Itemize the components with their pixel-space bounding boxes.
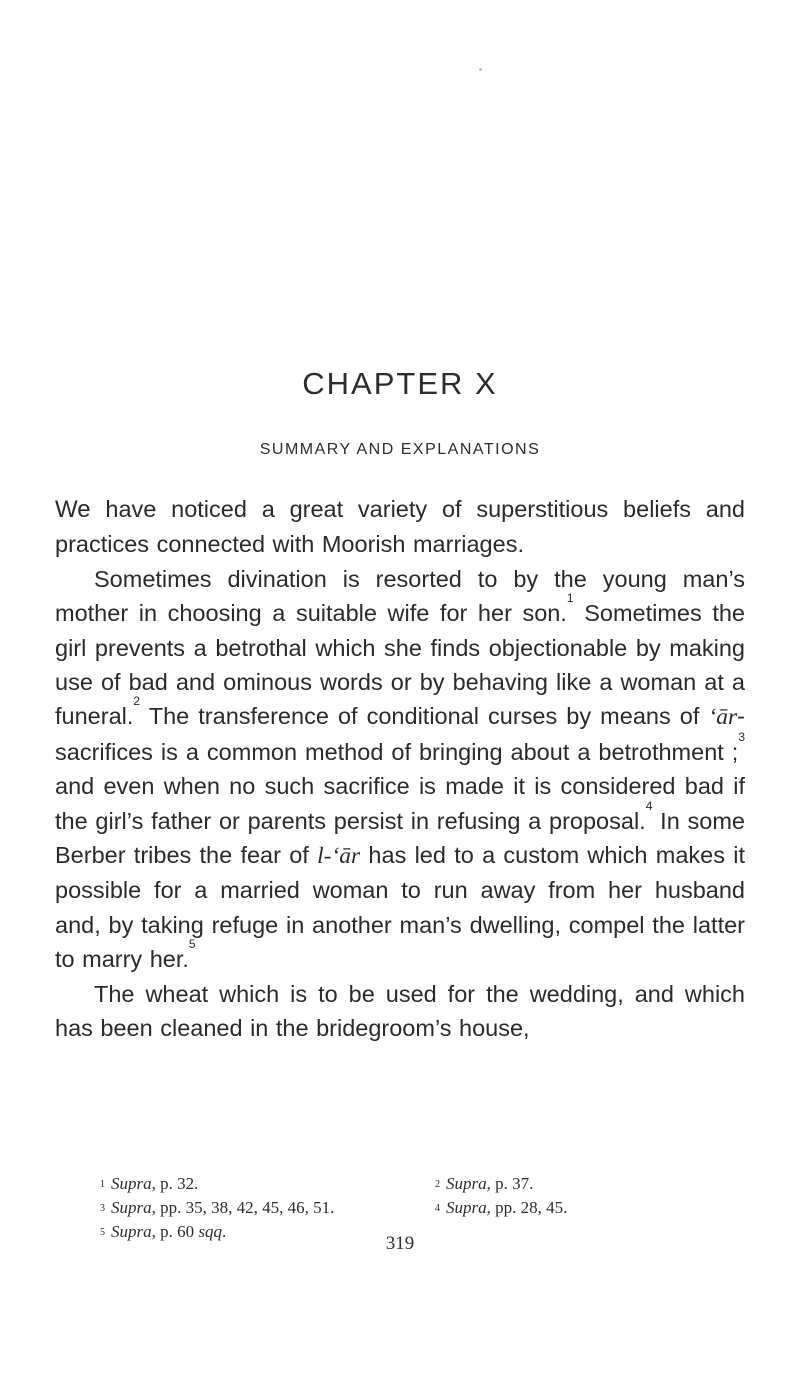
paragraph-3-text: The wheat which is to be used for the wedding, and which has been cleaned in the bridegroom’s house, — [55, 980, 745, 1042]
body-text — [55, 492, 745, 1046]
footnote-ref-3: 3 — [738, 729, 745, 744]
footnote-1 — [100, 1172, 435, 1196]
opening-word: We — [55, 496, 91, 523]
footnote-text: , p. 60 — [151, 1222, 199, 1241]
footnote-number: 4 — [435, 1203, 440, 1214]
footnote-sqq: sqq — [198, 1222, 222, 1241]
footnote-row — [100, 1172, 720, 1196]
paragraph-2-text-b: Sometimes the girl prevents a betrothal which she finds objectionable by making use of bad and ominous words or by behaving like a woman at a funeral. — [55, 600, 745, 730]
chapter-subtitle: SUMMARY AND EXPLANATIONS — [259, 441, 541, 458]
footnote-ref-word: Supra — [111, 1222, 152, 1241]
paragraph-2 — [55, 562, 745, 977]
footnote-text: , p. 32. — [151, 1174, 199, 1193]
term-l-ar: l-‘ār — [317, 843, 361, 870]
paragraph-2-text-a: Sometimes divination is resorted to by the young man’s mother in choosing a suitable wife for her son. — [55, 565, 745, 627]
term-ar: ‘ār — [708, 704, 738, 731]
footnote-4 — [435, 1196, 720, 1220]
footnote-row — [100, 1196, 720, 1220]
footnote-number: 5 — [100, 1227, 105, 1238]
footnote-2 — [435, 1172, 720, 1196]
chapter-title: CHAPTER X — [302, 366, 498, 401]
footnote-ref-1: 1 — [566, 591, 574, 606]
footnote-text: , pp. 35, 38, 42, 45, 46, 51. — [151, 1198, 335, 1217]
paragraph-3 — [55, 977, 745, 1046]
paragraph-1-text: have noticed a great variety of superstitious beliefs and practices connected with Moorish marriages. — [55, 496, 745, 558]
footnote-ref-5: 5 — [188, 937, 196, 952]
paragraph-2-text-f: In some Berber tribes the fear of — [55, 807, 745, 869]
footnote-text: , p. 37. — [486, 1174, 534, 1193]
footnote-ref-4: 4 — [645, 798, 653, 813]
paragraph-2-text-e: and even when no such sacrifice is made it is considered bad if the girl’s father or parents persist in refusing a proposal. — [55, 773, 745, 834]
footnote-ref-word: Supra — [446, 1174, 487, 1193]
footnote-3 — [100, 1196, 435, 1220]
footnote-ref-word: Supra — [111, 1174, 152, 1193]
paragraph-1 — [55, 492, 745, 562]
footnote-number: 2 — [435, 1179, 440, 1190]
footnote-number: 3 — [100, 1203, 105, 1214]
footnote-text: , pp. 28, 45. — [486, 1198, 568, 1217]
speck-mark — [479, 68, 482, 71]
footnote-number: 1 — [100, 1179, 105, 1190]
footnote-ref-word: Supra — [446, 1198, 487, 1217]
paragraph-2-text-c: The transference of conditional curses by means of — [140, 703, 709, 730]
footnote-ref-2: 2 — [133, 694, 141, 709]
paragraph-2-text-g: has led to a custom which makes it possible for a married woman to run away from her husband and, by taking refuge in another man’s dwelling, compel the latter to marry her. — [55, 842, 745, 973]
footnote-end: . — [222, 1222, 227, 1241]
page-number: 319 — [385, 1233, 415, 1254]
paragraph-2-text-d: -sacrifices is a common method of bringing about a betrothment ; — [55, 703, 745, 765]
footnote-ref-word: Supra — [111, 1198, 152, 1217]
